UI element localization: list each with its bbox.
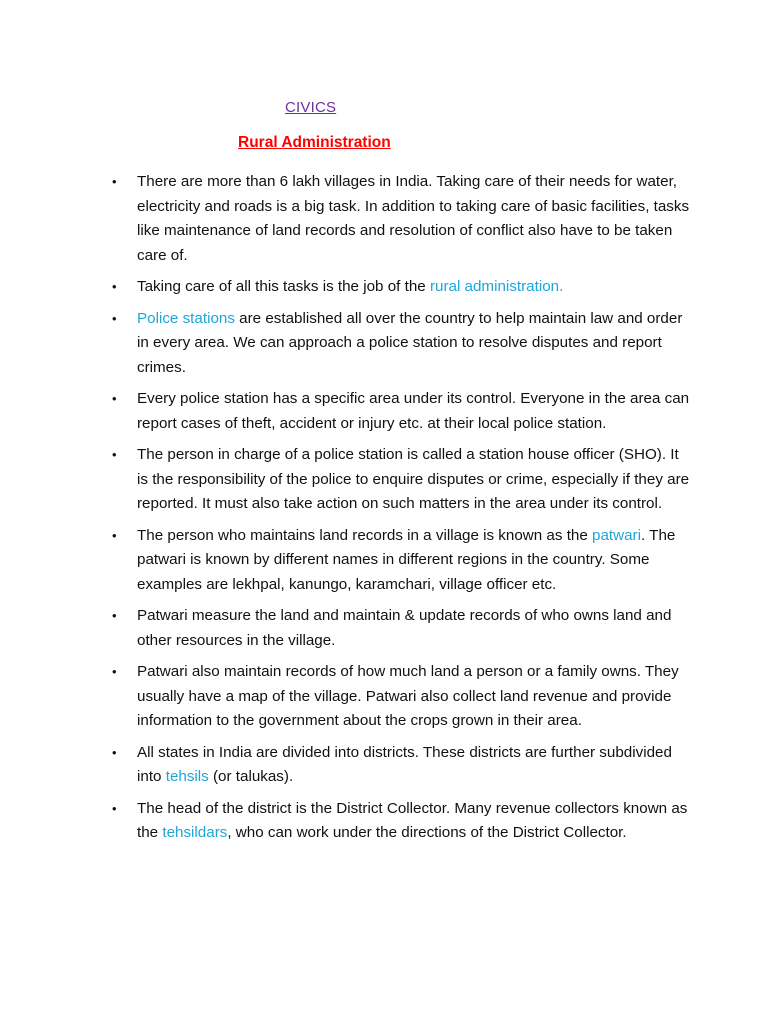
bullet-icon: • [112,310,117,326]
item-text: All states in India are divided into districts. These districts are further subdivided into [137,743,672,785]
bullet-icon: • [112,279,117,294]
subject-heading: CIVICS [285,99,337,116]
item-text-after: (or talukas). [208,768,294,785]
item-text: There are more than 6 lakh villages in India. Taking care of their needs for water, electricity and roads is a big task. In addition to taking care of basic facilities, tasks like maintenance of land records and resolution of conflict also have to be taken care of. [137,173,690,264]
list-item [112,660,692,734]
list-item [112,275,692,300]
item-text: The head of the district is the District Collector. Many revenue collectors known as the [137,799,688,841]
list-item [112,604,692,653]
item-text: The person who maintains land records in a village is known as the [137,526,593,544]
item-text-after: . The patwari is known by different names in different regions in the country. Some examples are lekhpal, kanungo, karamchari, village officer etc. [137,526,676,593]
highlighted-term: patwari [592,526,641,544]
bullet-icon: • [112,608,117,623]
bullet-icon: • [112,174,117,189]
highlighted-term: tehsils [165,768,209,785]
page-title: Rural Administration [238,134,391,151]
list-item [112,307,692,381]
bullet-icon: • [112,447,117,462]
list-item [112,741,692,790]
bullet-icon: • [112,391,117,406]
highlighted-term: rural administration. [429,278,564,295]
list-item [112,524,692,598]
list-item [112,443,692,517]
item-text: Patwari measure the land and maintain & update records of who owns land and other resources in the village. [137,607,672,649]
highlighted-term: Police stations [137,309,235,327]
item-text: Every police station has a specific area under its control. Everyone in the area can report cases of theft, accident or injury etc. at their local police station. [137,390,690,432]
item-text-after: , who can work under the directions of the District Collector. [227,824,627,841]
bullet-icon: • [112,744,117,760]
bullet-list [112,170,692,853]
item-text: Patwari also maintain records of how much land a person or a family owns. They usually have a map of the village. Patwari also collect land revenue and provide information to the government about the crops grown in their area. [137,663,679,729]
list-item [112,387,692,436]
item-text: The person in charge of a police station is called a station house officer (SHO). It is the responsibility of the police to enquire disputes or crime, especially if they are reported. It must also take action on such matters in the area under its control. [137,446,690,512]
highlighted-term: tehsildars [162,824,228,841]
bullet-icon: • [112,800,117,816]
item-text: Taking care of all this tasks is the job of the [137,278,430,295]
item-text-after: are established all over the country to help maintain law and order in every area. We can approach a police station to resolve disputes and report crimes. [137,309,683,376]
list-item [112,170,692,268]
bullet-icon: • [112,664,117,679]
list-item [112,797,692,846]
bullet-icon: • [112,527,117,543]
